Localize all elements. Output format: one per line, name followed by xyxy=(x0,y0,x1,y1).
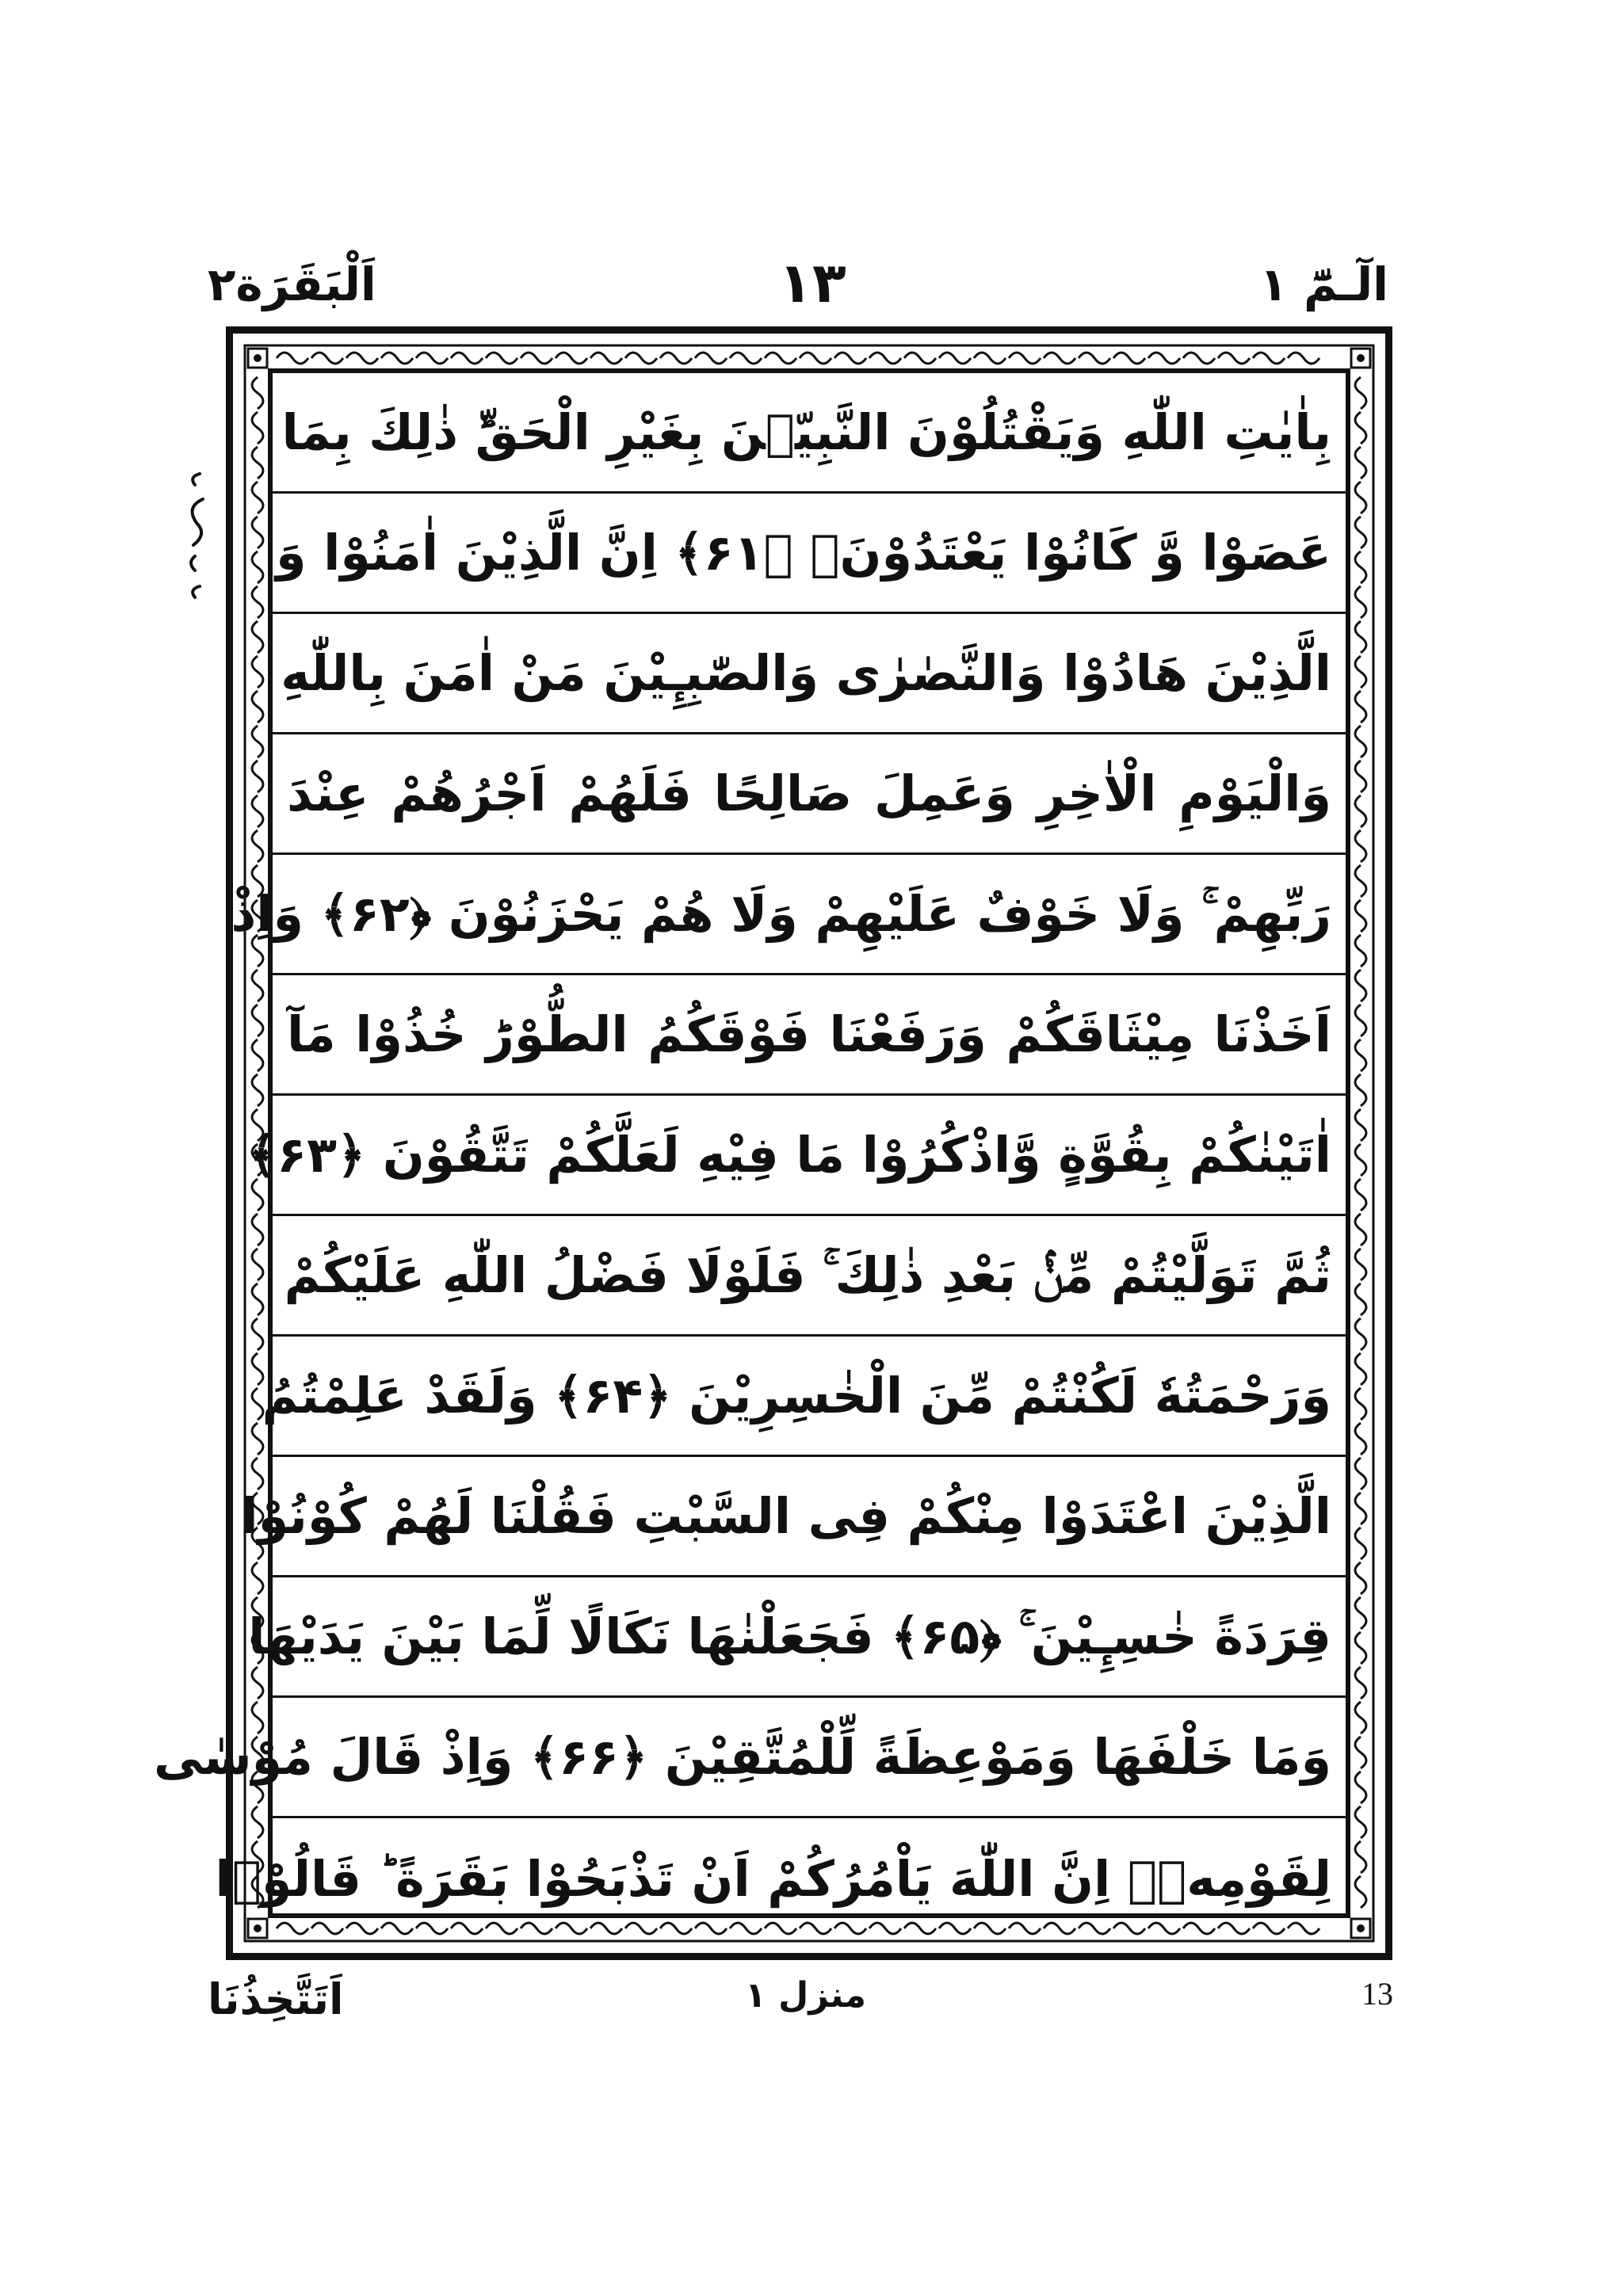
verse-line-text: الَّذِيْنَ اعْتَدَوْا مِنْكُمْ فِى السَّبْتِ فَقُلْنَا لَهُمْ كُوْنُوْا xyxy=(241,1487,1331,1545)
ornamental-page-border xyxy=(153,326,1392,1960)
surah-name-header: اَلْبَقَرَة۲ xyxy=(208,257,376,311)
verse-lines xyxy=(153,373,1346,1913)
manzil-label: منزل ۱ xyxy=(745,1975,866,2016)
verse-line xyxy=(247,1096,1346,1216)
verse-line-text: وَالْيَوْمِ الْاٰخِرِ وَعَمِلَ صَالِحًا فَلَهُمْ اَجْرُهُمْ عِنْدَ xyxy=(287,765,1331,822)
verse-line-text: لِقَوْمِهٖۤ اِنَّ اللّٰهَ يَاْمُرُكُمْ اَنْ تَذْبَحُوْا بَقَرَةً ؕ قَالُوْۤا xyxy=(215,1849,1331,1908)
verse-line xyxy=(231,855,1346,975)
page-number-arabic: ۱۳ xyxy=(778,250,846,315)
verse-line-text: ثُمَّ تَوَلَّيْتُمْ مِّنْۢ بَعْدِ ذٰلِكَ ۚ فَلَوْلَا فَضْلُ اللّٰهِ عَلَيْكُمْ xyxy=(284,1245,1331,1304)
verse-line xyxy=(248,1577,1346,1698)
verse-line xyxy=(273,614,1346,734)
verse-line xyxy=(262,1337,1346,1457)
catchword: اَتَتَّخِذُنَا xyxy=(208,1974,344,2024)
page-number: 13 xyxy=(1361,1976,1393,2012)
verse-line xyxy=(241,1457,1346,1577)
text-panel xyxy=(153,368,1350,1918)
verse-line-text: وَمَا خَلْفَهَا وَمَوْعِظَةً لِّلْمُتَّقِيْنَ ﴿۶۶﴾ وَاِذْ قَالَ مُوْسٰى xyxy=(153,1728,1331,1786)
verse-line-text: بِاٰيٰتِ اللّٰهِ وَيَقْتُلُوْنَ النَّبِيّٖنَ بِغَيْرِ الْحَقِّؕ ذٰلِكَ بِمَا xyxy=(281,403,1331,461)
verse-line xyxy=(273,373,1346,494)
verse-line xyxy=(273,1216,1346,1337)
verse-line xyxy=(273,975,1346,1096)
verse-line-text: وَرَحْمَتُهٗ لَكُنْتُمْ مِّنَ الْخٰسِرِيْنَ ﴿۶۴﴾ وَلَقَدْ عَلِمْتُمُ xyxy=(262,1367,1331,1425)
verse-line xyxy=(273,494,1346,614)
verse-line xyxy=(273,734,1346,855)
verse-line-text: عَصَوْا وَّ كَانُوْا يَعْتَدُوْنَ۟ ﴿۶۱﴾ اِنَّ الَّذِيْنَ اٰمَنُوْا وَ xyxy=(275,524,1331,582)
verse-line-text: رَبِّهِمْ ۚ وَلَا خَوْفٌ عَلَيْهِمْ وَلَا هُمْ يَحْزَنُوْنَ ﴿۶۲﴾ وَاِذْ xyxy=(231,884,1331,943)
verse-line-text: قِرَدَةً خٰسِـِٕيْنَ ۚ ﴿۶۵﴾ فَجَعَلْنٰهَا نَكَالًا لِّمَا بَيْنَ يَدَيْهَا xyxy=(248,1607,1331,1665)
verse-line xyxy=(215,1818,1346,1939)
para-name-header: الٓـمّٓ ۱ xyxy=(1259,257,1388,311)
verse-line-text: الَّذِيْنَ هَادُوْا وَالنَّصٰرٰى وَالصّٰبِـِٕيْنَ مَنْ اٰمَنَ بِاللّٰهِ xyxy=(281,644,1331,702)
verse-line-text: اَخَذْنَا مِيْثَاقَكُمْ وَرَفَعْنَا فَوْقَكُمُ الطُّوْرَؕ خُذُوْا مَآ xyxy=(287,1005,1331,1063)
verse-line xyxy=(153,1698,1346,1818)
verse-line-text: اٰتَيْنٰكُمْ بِقُوَّةٍ وَّاذْكُرُوْا مَا فِيْهِ لَعَلَّكُمْ تَتَّقُوْنَ ﴿۶۳﴾ xyxy=(247,1126,1331,1184)
ruku-marker-icon xyxy=(176,467,216,602)
